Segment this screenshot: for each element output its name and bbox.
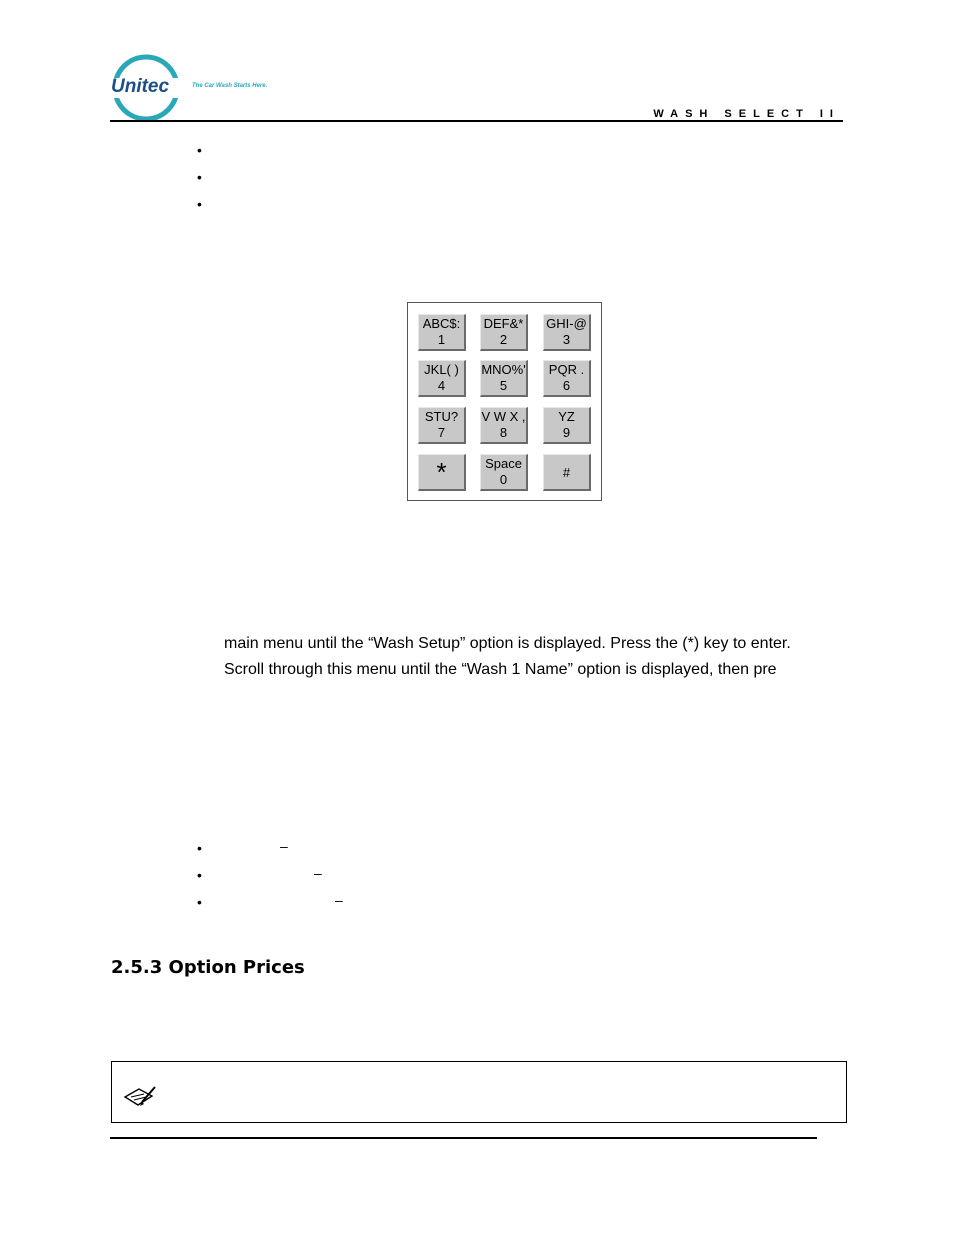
bullet-dash: – <box>335 892 343 908</box>
bullet-marker: • <box>197 196 202 212</box>
keypad-key-0: Space 0 <box>480 454 528 491</box>
header-rule <box>110 120 843 122</box>
keypad-key-9: YZ 9 <box>543 407 591 444</box>
keypad-key-5: MNO%' 5 <box>480 360 528 397</box>
bullet-marker: • <box>197 142 202 158</box>
instruction-line-2: Scroll through this menu until the “Wash 1 Name” option is displayed, then pre <box>224 661 777 678</box>
logo-wordmark: Unitec <box>111 76 170 97</box>
bullet-dash: – <box>280 838 288 854</box>
unitec-logo <box>108 54 268 124</box>
keypad-key-6: PQR . 6 <box>543 360 591 397</box>
bullet-dash: – <box>314 865 322 881</box>
bullet-marker: • <box>197 894 202 910</box>
keypad-key-1: ABC$: 1 <box>418 314 466 351</box>
section-heading: 2.5.3 Option Prices <box>111 957 305 978</box>
keypad-key-2: DEF&* 2 <box>480 314 528 351</box>
logo-tagline: The Car Wash Starts Here. <box>192 83 268 89</box>
keypad-key-8: V W X , 8 <box>480 407 528 444</box>
keypad-key-3: GHI-@ 3 <box>543 314 591 351</box>
keypad-key-hash: # <box>543 454 591 491</box>
keypad-key-7: STU? 7 <box>418 407 466 444</box>
bullet-marker: • <box>197 840 202 856</box>
instruction-line-1: main menu until the “Wash Setup” option is displayed. Press the (*) key to enter. <box>224 635 791 652</box>
document-title: WASH SELECT II <box>653 108 840 120</box>
note-pencil-icon <box>122 1085 158 1116</box>
footer-rule <box>110 1137 817 1139</box>
note-box <box>111 1061 847 1123</box>
keypad-key-star: * <box>418 454 466 491</box>
bullet-marker: • <box>197 867 202 883</box>
keypad-key-4: JKL( ) 4 <box>418 360 466 397</box>
bullet-marker: • <box>197 169 202 185</box>
keypad-figure <box>407 302 602 501</box>
